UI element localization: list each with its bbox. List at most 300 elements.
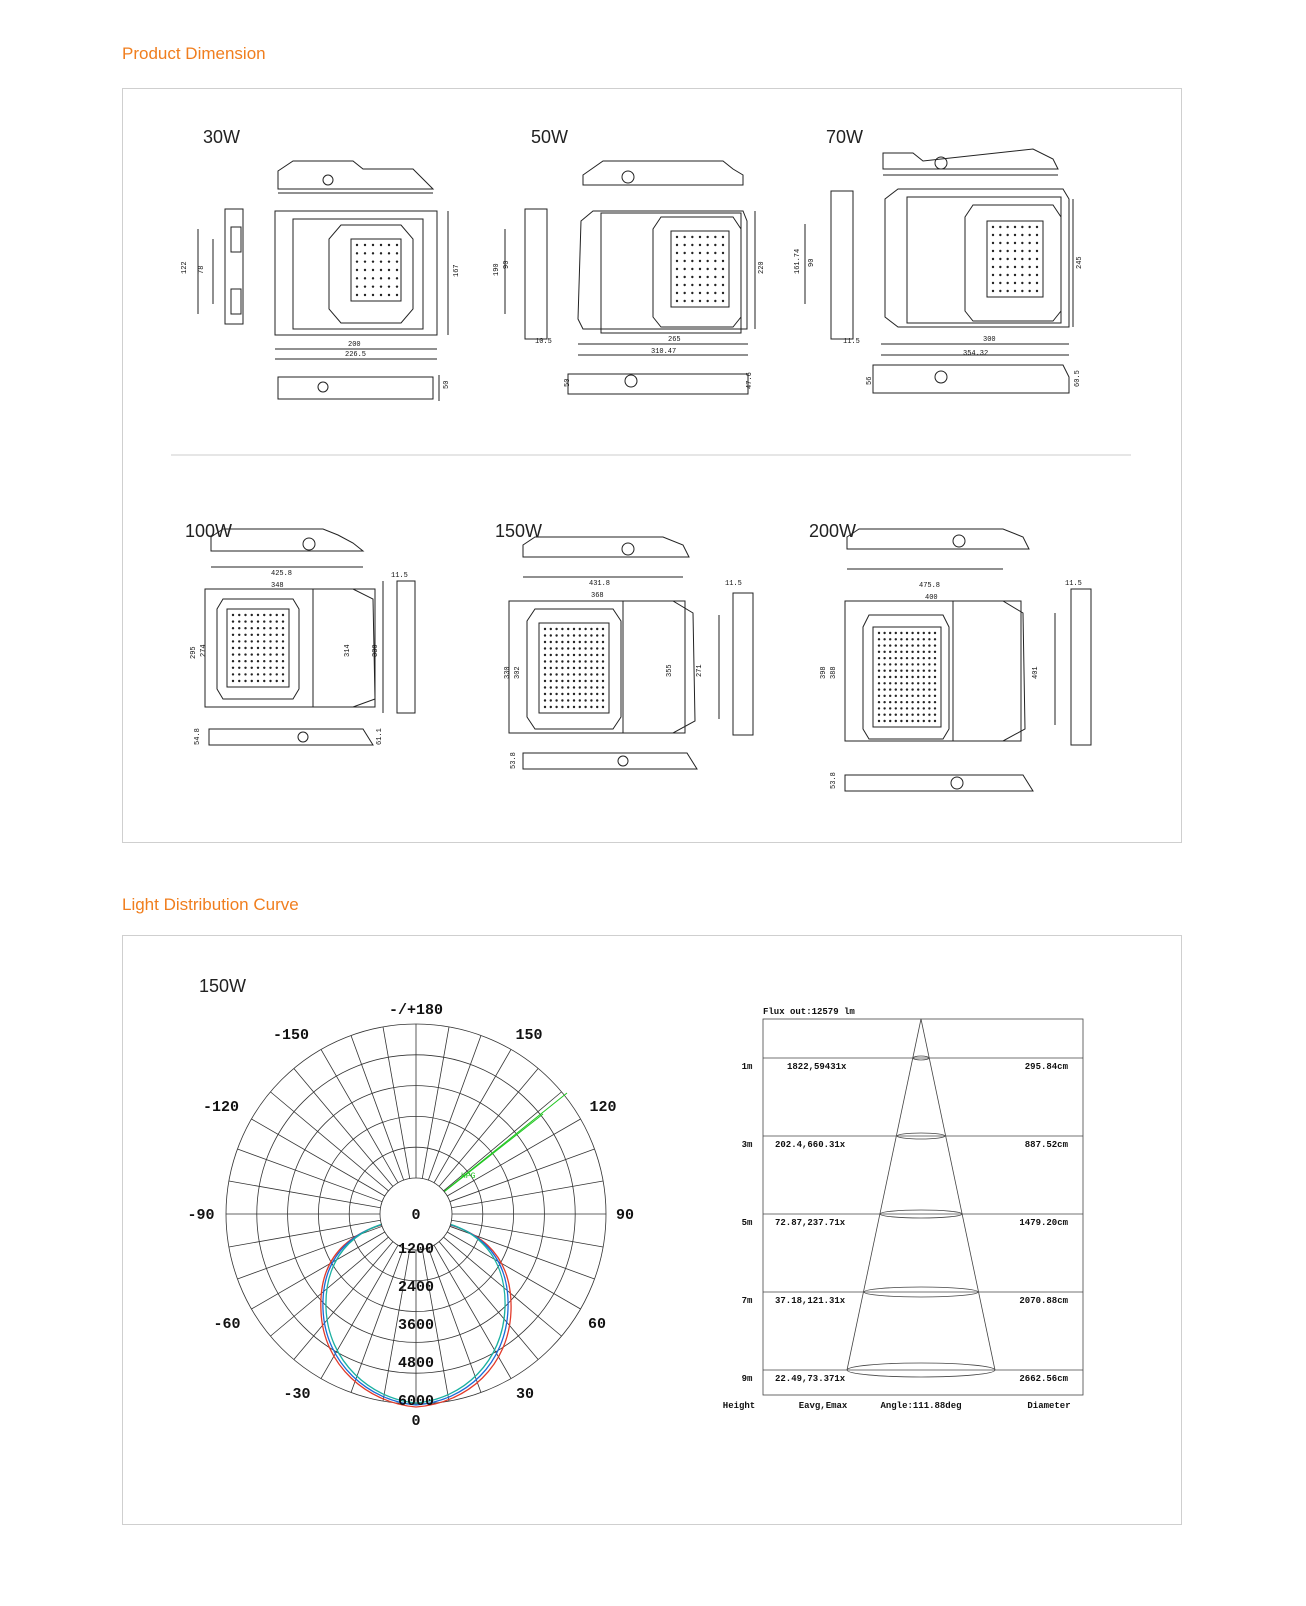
led-dot [550,660,552,662]
drawing-30w [198,161,448,401]
cone-footer-height: Height [722,1401,756,1411]
model-label-100w: 100W [185,521,233,541]
led-dot [900,695,902,697]
led-dot [263,647,265,649]
led-dot [878,657,880,659]
led-dot [691,276,693,278]
cone-diagram [763,1019,1083,1395]
led-dot [596,667,598,669]
led-dot [282,647,284,649]
led-dot [878,695,880,697]
led-dot [1014,274,1016,276]
led-dot [561,660,563,662]
led-dot [928,663,930,665]
led-dot [555,686,557,688]
led-dot [257,653,259,655]
led-dot [928,707,930,709]
led-dot [917,707,919,709]
dim-100w-side: 11.5 [391,572,408,580]
led-dot [714,276,716,278]
cone-dia-7: 2070.88cm [1019,1296,1068,1306]
led-dot [584,628,586,630]
led-dot [706,300,708,302]
led-dot [544,673,546,675]
led-dot [911,695,913,697]
led-dot [906,651,908,653]
led-dot [567,660,569,662]
dim-70w-d2: 60.5 [1074,370,1082,387]
led-dot [567,680,569,682]
led-dot [714,268,716,270]
dim-100w-h3: 314 [344,644,352,657]
led-dot [544,660,546,662]
led-dot [561,647,563,649]
dim-30w-depth: 50 [443,380,451,389]
led-dot [911,682,913,684]
dim-70w-depth: 56 [866,376,874,385]
led-dot [257,673,259,675]
led-dot [906,688,908,690]
led-dot [372,252,374,254]
polar-label-m30: -30 [283,1386,311,1403]
led-dot [257,647,259,649]
led-dot [251,614,253,616]
dim-150w-h4: 271 [696,664,704,677]
led-dot [895,682,897,684]
led-dot [380,252,382,254]
led-dot [550,634,552,636]
led-dot [1036,234,1038,236]
led-dot [276,634,278,636]
led-dot [561,699,563,701]
led-dot [388,244,390,246]
led-dot [1036,290,1038,292]
led-dot [584,660,586,662]
led-dot [602,628,604,630]
led-dot [238,667,240,669]
dim-30w-width: 200 [348,341,361,349]
led-dot [714,244,716,246]
led-dot [590,654,592,656]
led-dot [1006,290,1008,292]
led-dot [923,682,925,684]
led-dot [895,701,897,703]
led-dot [1036,282,1038,284]
led-dot [1006,258,1008,260]
led-dot [928,638,930,640]
led-dot [232,647,234,649]
led-dot [889,676,891,678]
polar-label-m60: -60 [213,1316,241,1333]
led-dot [579,667,581,669]
led-dot [895,651,897,653]
led-dot [596,634,598,636]
led-dot [602,654,604,656]
led-dot [934,676,936,678]
led-dot [380,294,382,296]
led-dot [706,236,708,238]
led-dot [251,660,253,662]
led-dot [911,688,913,690]
led-dot [1021,226,1023,228]
led-dot [263,614,265,616]
led-dot [579,628,581,630]
led-dot [923,638,925,640]
led-dot [699,276,701,278]
dim-100w-d: 54.8 [194,728,202,745]
cone-h-1: 1m [741,1062,753,1072]
led-dot [561,680,563,682]
led-dot [396,285,398,287]
led-dot [883,707,885,709]
led-dot [232,680,234,682]
led-dot [706,284,708,286]
led-dot [889,657,891,659]
led-dot [934,638,936,640]
led-dot [923,663,925,665]
led-dot [232,653,234,655]
led-dot [269,640,271,642]
dim-100w-h2: 274 [200,644,208,657]
led-dot [590,699,592,701]
cone-footer-diameter: Diameter [1027,1401,1071,1411]
led-dot [372,294,374,296]
led-dot [396,294,398,296]
led-dot [676,276,678,278]
led-dot [388,294,390,296]
led-dot [550,699,552,701]
model-label-70w: 70W [826,127,864,147]
led-dot [1014,250,1016,252]
led-dot [900,651,902,653]
polar-spoke [428,1035,481,1180]
led-dot [550,628,552,630]
dim-150w-width: 368 [591,592,604,600]
led-dot [900,720,902,722]
dim-100w-d2: 61.1 [376,728,384,745]
led-dot [372,277,374,279]
led-dot [544,628,546,630]
led-dot [244,667,246,669]
led-dot [900,632,902,634]
led-dot [590,641,592,643]
led-dot [923,676,925,678]
led-dot [602,693,604,695]
led-dot [573,628,575,630]
led-dot [596,647,598,649]
led-dot [573,667,575,669]
led-dot [1014,290,1016,292]
dim-50w-height: 220 [758,261,766,274]
led-dot [567,628,569,630]
led-dot [878,644,880,646]
led-dot [906,701,908,703]
led-dot [232,673,234,675]
led-dot [889,632,891,634]
led-dot [928,644,930,646]
led-dot [567,641,569,643]
led-dot [714,252,716,254]
led-dot [691,284,693,286]
led-dot [900,682,902,684]
led-dot [911,638,913,640]
led-dot [917,663,919,665]
led-dot [555,654,557,656]
led-dot [722,236,724,238]
led-dot [276,660,278,662]
led-dot [238,647,240,649]
led-dot [683,268,685,270]
led-dot [895,676,897,678]
led-dot [555,667,557,669]
led-dot [1014,242,1016,244]
cone-eavg-3: 202.4,660.31x [775,1140,846,1150]
model-label-30w: 30W [203,127,241,147]
polar-spoke [270,1237,388,1336]
dim-70w-width: 300 [983,336,996,344]
led-dot [232,667,234,669]
polar-label-bottom: 0 [411,1413,421,1430]
led-dot [238,634,240,636]
led-dot [923,644,925,646]
led-dot [722,276,724,278]
led-dot [911,644,913,646]
led-dot [906,714,908,716]
led-dot [573,706,575,708]
led-dot [883,663,885,665]
led-dot [573,686,575,688]
dim-70w-height: 245 [1076,256,1084,269]
led-dot [706,292,708,294]
dim-200w-width: 400 [925,594,938,602]
led-dot [579,641,581,643]
led-dot [596,673,598,675]
polar-spoke [294,1068,393,1186]
led-dot [584,647,586,649]
dim-150w-top: 431.8 [589,580,611,588]
led-dot [992,242,994,244]
led-dot [1036,258,1038,260]
led-dot [683,300,685,302]
led-dot [567,647,569,649]
led-dot [1036,242,1038,244]
led-dot [1014,258,1016,260]
led-dot [282,673,284,675]
led-dot [911,632,913,634]
led-dot [992,290,994,292]
led-dot [878,676,880,678]
led-dot [244,640,246,642]
led-dot [282,634,284,636]
led-dot [590,647,592,649]
led-dot [923,720,925,722]
led-dot [706,276,708,278]
led-dot [699,268,701,270]
led-dot [380,285,382,287]
led-dot [1006,226,1008,228]
led-dot [282,667,284,669]
led-dot [251,634,253,636]
polar-spoke [351,1035,404,1180]
led-dot [923,707,925,709]
led-dot [263,660,265,662]
dim-200w-side: 11.5 [1065,580,1082,588]
led-dot [683,292,685,294]
polar-spoke [383,1027,410,1179]
led-dot [722,268,724,270]
led-dot [999,226,1001,228]
led-dot [356,285,358,287]
led-dot [992,258,994,260]
led-dot [364,244,366,246]
led-dot [269,660,271,662]
led-dot [276,680,278,682]
led-dot [900,670,902,672]
led-dot [1036,250,1038,252]
light-distribution-title: Light Distribution Curve [122,895,299,914]
cone-dia-9: 2662.56cm [1019,1374,1068,1384]
led-dot [676,252,678,254]
led-dot [544,680,546,682]
led-dot [263,673,265,675]
polar-label-120: 120 [589,1099,617,1116]
led-dot [883,695,885,697]
led-dot [722,252,724,254]
led-dot [917,720,919,722]
led-dot [364,294,366,296]
led-dot [691,252,693,254]
led-dot [923,651,925,653]
led-dot [276,620,278,622]
led-dot [928,682,930,684]
led-dot [544,654,546,656]
led-dot [917,682,919,684]
led-dot [602,641,604,643]
led-dot [584,699,586,701]
led-dot [889,670,891,672]
led-dot [676,300,678,302]
led-dot [934,663,936,665]
led-dot [561,673,563,675]
led-dot [356,260,358,262]
led-dot [244,673,246,675]
led-dot [269,614,271,616]
led-dot [573,654,575,656]
led-dot [573,634,575,636]
led-dot [883,638,885,640]
led-dot [992,282,994,284]
led-dot [244,614,246,616]
led-dot [550,680,552,682]
led-dot [934,701,936,703]
led-dot [1014,226,1016,228]
led-dot [282,627,284,629]
led-dot [895,657,897,659]
led-dot [555,699,557,701]
led-dot [244,653,246,655]
led-dot [917,714,919,716]
led-dot [878,707,880,709]
led-dot [928,714,930,716]
led-dot [923,670,925,672]
led-dot [602,680,604,682]
drawing-70w [805,149,1073,393]
led-dot [396,260,398,262]
led-dot [276,640,278,642]
led-dot [895,638,897,640]
led-dot [1021,274,1023,276]
led-dot [244,680,246,682]
led-dot [900,707,902,709]
led-dot [251,627,253,629]
led-dot [992,274,994,276]
led-dot [584,634,586,636]
led-dot [1021,282,1023,284]
led-dot [269,634,271,636]
led-dot [934,632,936,634]
led-dot [1014,282,1016,284]
led-dot [900,701,902,703]
polar-radial-6000: 6000 [397,1393,435,1410]
led-dot [356,244,358,246]
led-dot [934,707,936,709]
led-dot [722,284,724,286]
led-dot [676,292,678,294]
led-dot [878,663,880,665]
led-dot [889,720,891,722]
led-dot [911,657,913,659]
led-dot [567,693,569,695]
led-dot [244,634,246,636]
led-dot [596,706,598,708]
led-dot [895,663,897,665]
led-dot [257,667,259,669]
led-dot [911,707,913,709]
led-dot [561,667,563,669]
led-dot [878,632,880,634]
cone-eavg-9: 22.49,73.371x [775,1374,846,1384]
led-dot [567,673,569,675]
led-dot [1006,266,1008,268]
led-dot [683,236,685,238]
led-dot [602,673,604,675]
led-dot [364,285,366,287]
led-dot [900,676,902,678]
led-dot [602,647,604,649]
dim-200w-top: 475.8 [919,582,941,590]
led-dot [883,676,885,678]
led-dot [878,651,880,653]
led-dot [691,236,693,238]
led-dot [883,720,885,722]
led-dot [992,234,994,236]
led-dot [276,614,278,616]
cone-footer-angle: Angle:111.88deg [880,1401,962,1411]
led-dot [257,660,259,662]
polar-label-m120: -120 [202,1099,240,1116]
led-dot [251,620,253,622]
polar-label-center: 0 [411,1207,421,1224]
polar-spoke [451,1220,603,1247]
led-dot [923,701,925,703]
dim-50w-width: 265 [668,336,681,344]
led-dot [257,627,259,629]
led-dot [550,706,552,708]
led-dot [934,720,936,722]
led-dot [1006,274,1008,276]
dim-70w-total: 354.32 [963,350,989,358]
dim-150w-h1: 330 [504,666,512,679]
